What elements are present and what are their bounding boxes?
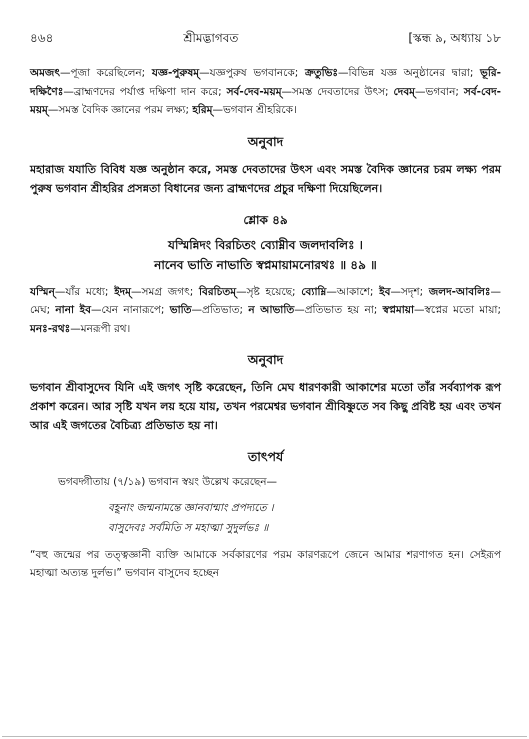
word-meaning: —মনরূপী রথ। [70,322,131,335]
word-meaning: —পূজা করেছিলেন; [59,67,152,79]
sanskrit-word: ভূরি-দক্ষিণৈঃ [30,67,501,98]
sanskrit-word: নানা ইব [55,304,91,316]
verse-line-1: যস্মিন্নিদং বিরচিতং ব্যোম্নীব জলদাবলিঃ । [168,237,363,252]
sanskrit-word: সর্ব-দেব-ময়ম্ [226,85,282,98]
synonyms-block-1 [30,64,501,120]
word-meaning: —সমস্ত দেবতাদের উৎস; [281,85,394,98]
purport-intro: ভগবদ্গীতায় (৭/১৯) ভগবান স্বয়ং উল্লেখ করেছেন— [58,476,278,488]
word-meaning: —ভগবান শ্রীহরিকে। [212,104,297,116]
word-meaning: —সৃষ্ট হয়েছে; [236,285,302,298]
gita-sloka-line-1: বহূনাং জন্মনামন্তে জ্ঞানবান্মাং প্রপদ্যতে । [108,502,274,514]
translation-heading-2: অনুবাদ [247,352,284,367]
sanskrit-word: ব্যোম্নি [301,285,327,298]
purport-heading: তাৎপর্য [247,449,284,464]
sanskrit-word: সর্ব-বেদ-ময়ম্ [30,85,501,116]
verse-line-2: নানেব ভাতি নাভাতি স্বপ্নমায়ামনোরথঃ ॥ ৪৯ ॥ [154,257,377,272]
sanskrit-word: ইব [379,285,391,298]
sanskrit-word: ইদম্ [114,285,132,298]
word-meaning: —স্বপ্নের মতো মায়া; [414,304,501,316]
word-meaning: —আকাশে; [326,285,380,298]
verse-title: শ্লোক ৪৯ [243,212,288,227]
gita-sloka-line-2: বাসুদেবঃ সর্বমিতি স মহাত্মা সুদুর্লভঃ ॥ [108,522,269,534]
book-title: শ্রীমদ্ভাগবত [183,31,239,45]
purport-text: “বহু জন্মের পর তত্ত্বজ্ঞানী ব্যক্তি আমাকে সর্বকারণের পরম কারণরূপে জেনে আমার শরণাগত হন। সেইরূপ মহাত্মা অত্যন্ত দুর্লভ।” ভগবান বাসুদেব হচ্ছেন [30,549,501,579]
translation-text-1: মহারাজ যযাতি বিবিধ যজ্ঞ অনুষ্ঠান করে, সমস্ত দেবতাদের উৎস এবং সমস্ত বৈদিক জ্ঞানের চরম লক্ষ্য পরম পুরুষ ভগবান শ্রীহরির প্রসন্নতা বিধানের জন্য ব্রাহ্মণদের প্রচুর দক্ষিণা দিয়েছিলেন। [30,162,501,195]
word-meaning: —সদৃশ; [390,285,429,298]
translation-heading-1: অনুবাদ [247,133,284,149]
sanskrit-word: হরিম্ [192,104,213,116]
sanskrit-word: জলদ-আবলিঃ [428,285,491,298]
word-meaning: —মেঘ; [30,285,502,316]
translation-text-2: ভগবান শ্রীবাসুদেব যিনি এই জগৎ সৃষ্টি করেছেন, তিনি মেঘ ধারণকারী আকাশের মতো তাঁর সর্বব্যাপক রূপ প্রকাশ করেন। আর সৃষ্টি যখন লয় হয়ে যায়, তখন পরমেশ্বর ভগবান শ্রীবিষ্ণুতে সব কিছু প্রবিষ্ট হয় এবং তখন আর এই জগতের বৈচিত্র্য প্রতিভাত হয় না। [30,381,501,432]
page-header [30,30,501,50]
word-meaning: —ব্রাহ্মণদের পর্যাপ্ত দক্ষিণা দান করে; [63,85,227,98]
sanskrit-word: অমজৎ [30,67,60,79]
word-meaning: —ভগবান; [415,85,464,98]
word-meaning: —বিভিন্ন যজ্ঞ অনুষ্ঠানের দ্বারা; [338,67,481,79]
page-number: ৪৬৪ [30,31,54,45]
word-meaning: —সমস্ত বৈদিক জ্ঞানের পরম লক্ষ্য; [47,104,193,116]
word-meaning: —সমগ্র জগৎ; [131,285,200,298]
word-meaning: —যাঁর মধ্যে; [54,285,115,298]
sanskrit-word: ন আভাতি [248,304,295,316]
sanskrit-word: যজ্ঞ-পুরুষম্ [151,67,200,79]
sanskrit-word: মনঃ-রথঃ [30,322,71,335]
page-border [2,736,527,737]
synonyms-block-2 [30,283,501,339]
section-label: [স্কন্ধ ৯, অধ্যায় ১৮ [408,31,501,45]
sanskrit-word: স্বপ্নমায়া [382,304,414,316]
word-meaning: —যেন নানারূপে; [90,304,170,316]
sanskrit-word: ক্রতুভিঃ [304,67,339,79]
word-meaning: —যজ্ঞপুরুষ ভগবানকে; [199,67,305,79]
sanskrit-word: যস্মিন্ [30,285,55,298]
word-meaning: —প্রতিভাত; [191,304,249,316]
word-meaning: —প্রতিভাত হয় না; [294,304,383,316]
sanskrit-word: ভাতি [169,304,192,316]
sanskrit-word: বিরচিতম্ [199,285,237,298]
sanskrit-word: দেবম্ [393,85,415,98]
